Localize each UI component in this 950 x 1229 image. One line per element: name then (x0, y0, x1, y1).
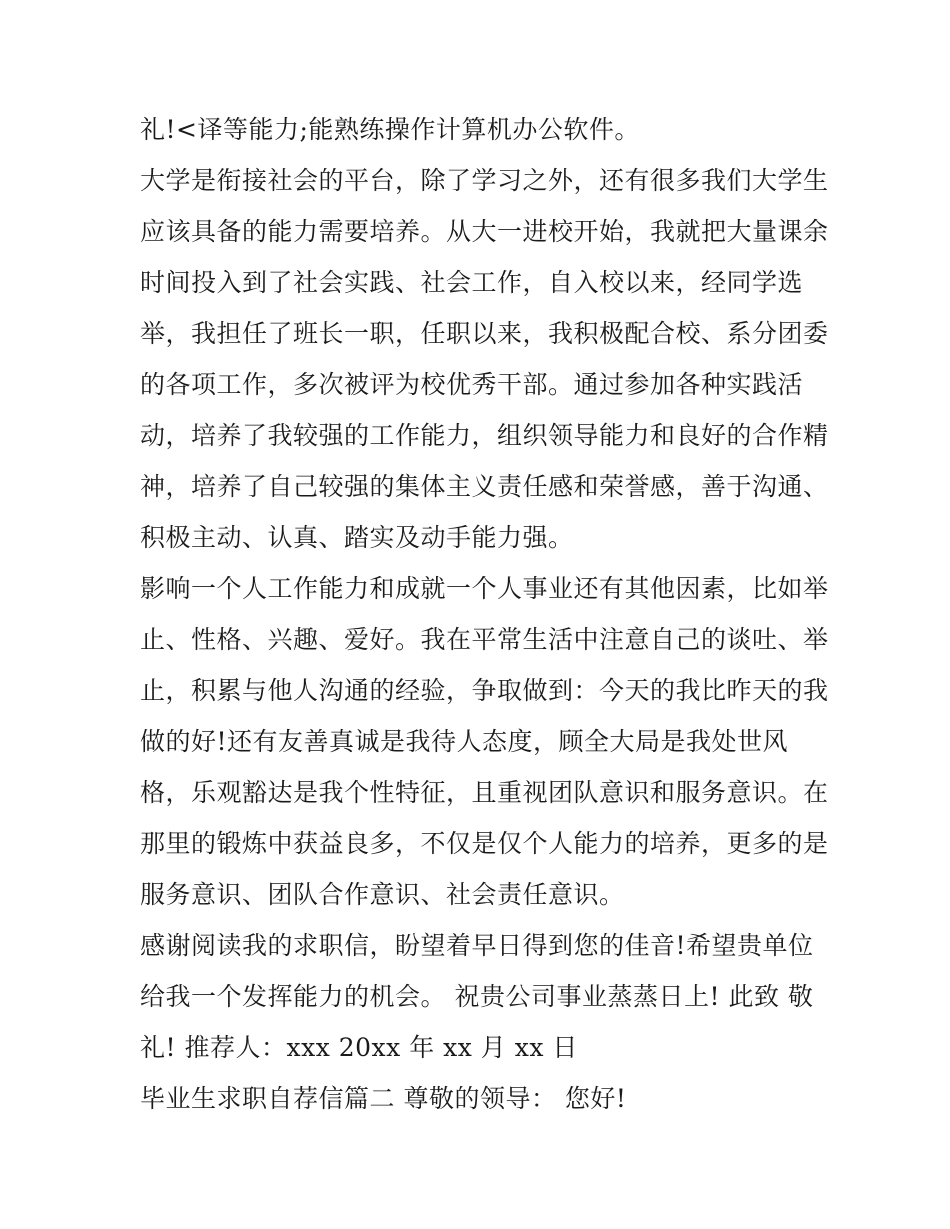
text-line: 止，积累与他人沟通的经验，争取做到：今天的我比昨天的我 (140, 676, 829, 705)
text-line: 礼!<译等能力;能熟练操作计算机办公软件。 (140, 115, 640, 144)
text-line: 积极主动、认真、踏实及动手能力强。 (140, 523, 574, 552)
text-line: 那里的锻炼中获益良多，不仅是仅个人能力的培养，更多的是 (140, 829, 829, 858)
text-line: 举，我担任了班长一职，任职以来，我积极配合校、系分团委 (140, 319, 829, 348)
text-line: 格，乐观豁达是我个性特征，且重视团队意识和服务意识。在 (140, 778, 829, 807)
text-line: 动，培养了我较强的工作能力，组织领导能力和良好的合作精 (140, 421, 829, 450)
document-body (140, 104, 829, 1124)
text-line: 服务意识、团队合作意识、社会责任意识。 (140, 880, 625, 909)
text-line: 的各项工作，多次被评为校优秀干部。通过参加各种实践活 (140, 370, 804, 399)
text-line: 礼! 推荐人：xxx 20xx 年 xx 月 xx 日 (140, 1033, 578, 1062)
text-line: 毕业生求职自荐信篇二 尊敬的领导： 您好! (140, 1084, 627, 1113)
text-line: 止、性格、兴趣、爱好。我在平常生活中注意自己的谈吐、举 (140, 625, 829, 654)
text-line: 应该具备的能力需要培养。从大一进校开始，我就把大量课余 (140, 217, 829, 246)
text-line: 大学是衔接社会的平台，除了学习之外，还有很多我们大学生 (140, 166, 829, 195)
text-line: 感谢阅读我的求职信，盼望着早日得到您的佳音!希望贵单位 (140, 931, 814, 960)
text-line: 神，培养了自己较强的集体主义责任感和荣誉感，善于沟通、 (140, 472, 829, 501)
text-line: 给我一个发挥能力的机会。 祝贵公司事业蒸蒸日上! 此致 敬 (140, 982, 814, 1011)
text-line: 影响一个人工作能力和成就一个人事业还有其他因素，比如举 (140, 574, 829, 603)
text-line: 做的好!还有友善真诚是我待人态度，顾全大局是我处世风 (140, 727, 789, 756)
text-line: 时间投入到了社会实践、社会工作，自入校以来，经同学选 (140, 268, 804, 297)
